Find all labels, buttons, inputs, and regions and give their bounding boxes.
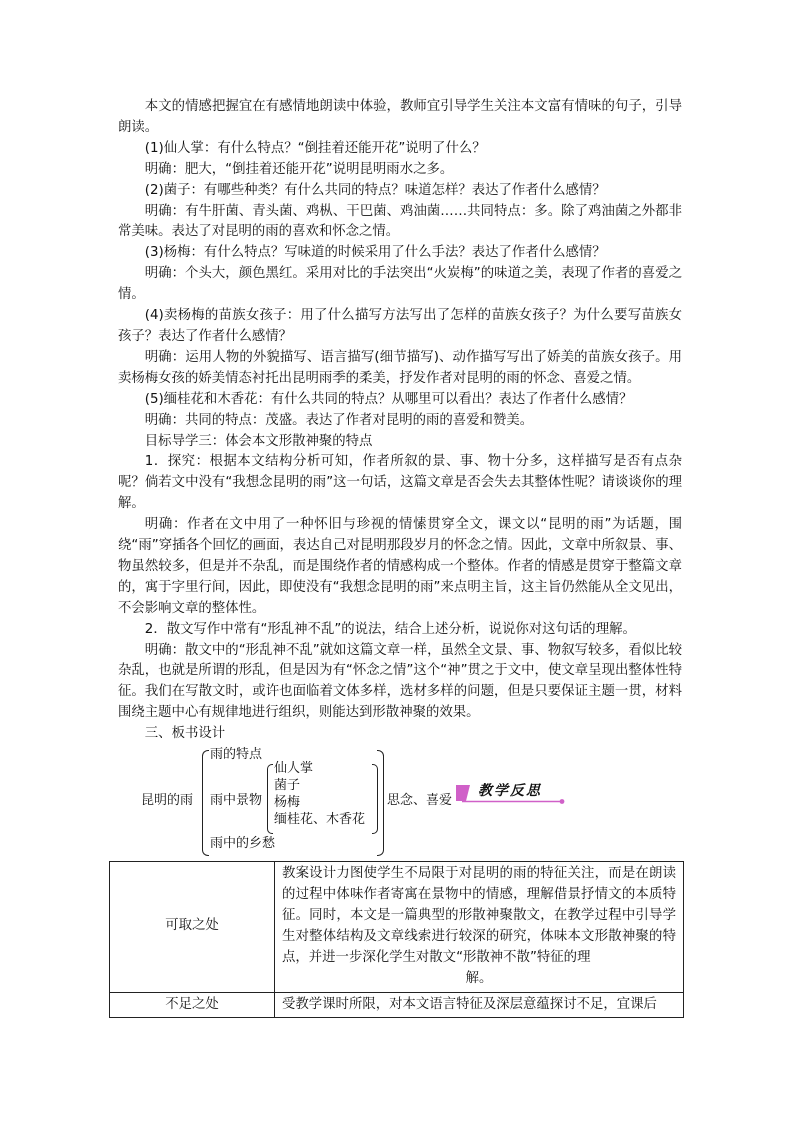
- answer-cactus: 明确：肥大，“倒挂着还能开花”说明昆明雨水之多。: [144, 161, 454, 177]
- lesson-content: [118, 97, 682, 1018]
- explore-question-1: 1．探究：根据本文结构分析可知，作者所叙的景、事、物十分多，这样描写是否有点杂呢？倘若文中没有“我想念昆明的雨”这一句话，这篇文章是否会失去其整体性呢？请谈谈你的理解。: [118, 454, 682, 512]
- question-cactus: (1)仙人掌：有什么特点？“倒挂着还能开花”说明了什么？: [144, 140, 486, 156]
- explore-answer-2: 明确：散文中的“形乱神不乱”就如这篇文章一样，虽然全文景、事、物叙写较多，看似比较杂乱，也就是所谓的形乱，但是因为有“怀念之情”这个“神”贯之于文中，使文章呈现出整体性特征。我们在写散文时，或许也面临着文体多样，选材多样的问题，但是只要保证主题一贯，材料围绕主题中心有规律地进行组织，则能达到形散神聚的效果。: [118, 642, 682, 721]
- scenery-item: 菌子: [274, 778, 301, 794]
- table-row: [110, 992, 684, 1018]
- explore-question-2: 2．散文写作中常有“形乱神不乱”的说法，结合上述分析，说说你对这句话的理解。: [144, 621, 636, 637]
- board-rain-scenery: 雨中景物: [210, 793, 263, 809]
- table-text: 教案设计力图使学生不局限于对昆明的雨的特征关注，而是在朗读的过程中体味作者寄寓在景物中的情感，理解借景抒情文的本质特征。同时，本文是一篇典型的形散神聚散文，在教学过程中引导学生对整体结构及文章线索进行较深的研究，体味本文形散神聚的特点，并进一步深化学生对散文“形散神不散”特征的理: [282, 866, 676, 965]
- right-brace: [377, 750, 384, 856]
- scenery-item: 杨梅: [274, 795, 301, 811]
- board-root: 昆明的雨: [141, 793, 194, 809]
- explore-answer-1: 明确：作者在文中用了一种怀旧与珍视的情愫贯穿全文，课文以“昆明的雨”为话题，围绕“雨”穿插各个回忆的画面，表达自己对昆明那段岁月的怀念之情。因此，文章中所叙景、事、物虽然较多，但是并不杂乱，而是围绕作者的情感构成一个整体。作者的情感是贯穿于整篇文章的，寓于字里行间，因此，即使没有“我想念昆明的雨”来点明主旨，这主旨仍然能从全文见出，不会影响文章的整体性。: [118, 517, 682, 616]
- scenery-item: 缅桂花、木香花: [274, 812, 366, 828]
- board-emotion: 思念、喜爱: [387, 793, 453, 809]
- reflection-label: 教学反思: [478, 783, 542, 800]
- answer-mushroom: 明确：有牛肝菌、青头菌、鸡枞、干巴菌、鸡油菌……共同特点：多。除了鸡油菌之外都非常美味。表达了对昆明的雨的喜欢和怀念之情。: [118, 203, 682, 240]
- answer-bayberry: 明确：个头大，颜色黑红。采用对比的手法突出“火炭梅”的味道之美，表现了作者的喜爱之情。: [118, 266, 682, 303]
- scenery-item: 仙人掌: [274, 761, 314, 777]
- table-row: [110, 862, 684, 992]
- goal-heading: 目标导学三：体会本文形散神聚的特点: [144, 433, 373, 449]
- table-text: 受教学课时所限，对本文语言特征及深层意蕴探讨不足，宜课后: [275, 992, 684, 1018]
- board-rain-sorrow: 雨中的乡愁: [210, 836, 276, 852]
- board-design: [118, 747, 682, 859]
- question-miao-girl: (4)卖杨梅的苗族女孩子：用了什么描写方法写出了怎样的苗族女孩子？为什么要写苗族女孩子？表达了作者什么感情？: [118, 308, 682, 344]
- table-text-tail: 解。: [465, 970, 493, 986]
- board-rain-features: 雨的特点: [210, 747, 263, 763]
- question-mushroom: (2)菌子：有哪些种类？有什么共同的特点？味道怎样？表达了作者什么感情？: [144, 182, 606, 198]
- table-label: 不足之处: [110, 992, 275, 1018]
- answer-miao-girl: 明确：运用人物的外貌描写、语言描写(细节描写)、动作描写写出了娇美的苗族女孩子。用卖杨梅女孩的娇美情态衬托出昆明雨季的柔美，抒发作者对昆明的雨的怀念、喜爱之情。: [118, 349, 682, 386]
- left-brace: [202, 750, 209, 856]
- question-bayberry: (3)杨梅：有什么特点？写味道的时候采用了什么手法？表达了作者什么感情？: [144, 245, 606, 261]
- reflection-table: [109, 861, 684, 1018]
- teaching-reflection-banner: [456, 782, 566, 806]
- paragraph: 本文的情感把握宜在有感情地朗读中体验，教师宜引导学生关注本文富有情味的句子，引导朗读。: [118, 99, 682, 135]
- table-label: 可取之处: [110, 862, 275, 992]
- section-heading-board: 三、板书设计: [144, 726, 226, 742]
- answer-flowers: 明确：共同的特点：茂盛。表达了作者对昆明的雨的喜爱和赞美。: [144, 412, 534, 428]
- table-cell: [275, 862, 684, 992]
- inner-brace: [267, 764, 273, 834]
- question-flowers: (5)缅桂花和木香花：有什么共同的特点？从哪里可以看出？表达了作者什么感情？: [144, 391, 633, 407]
